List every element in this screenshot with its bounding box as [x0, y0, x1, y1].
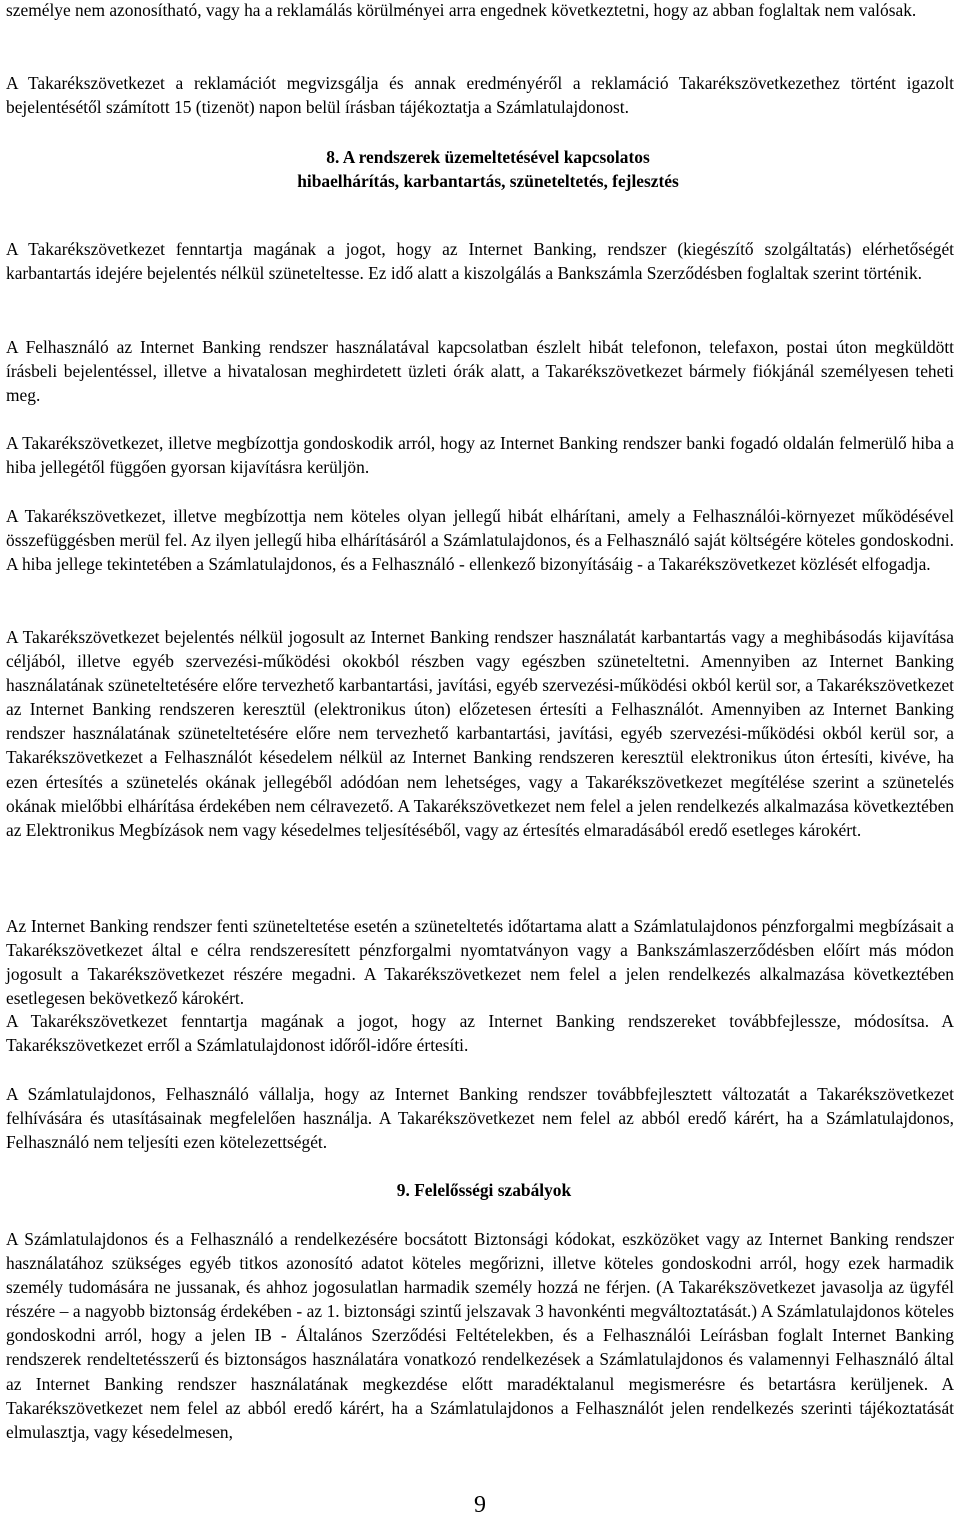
section-8-title — [6, 145, 954, 193]
paragraph-continuation: személye nem azonosítható, vagy ha a reklamálás körülményei arra engednek következtetni, hogy az abban foglaltak nem valósak. — [6, 0, 917, 20]
paragraph-availability: A Takarékszövetkezet fenntartja magának a jogot, hogy az Internet Banking, rendszer (kiegészítő szolgáltatás) elérhetőségét karbantartás idejére bejelentés nélkül szüneteltesse. Ez idő alatt a kiszolgálás a Bankszámla Szerződésben foglaltak szerint történik. — [6, 239, 954, 284]
paragraph-alternative-orders: Az Internet Banking rendszer fenti szüneteltetése esetén a szüneteltetés időtartama alatt a Számlatulajdonos pénzforgalmi megbízásait a Takarékszövetkezet által e célra rendszeresített pénzforgalmi nyomtatványon vagy a Bankszámlaszerződésben előírt más módon jogosult a Takarékszövetkezet részére megadni. A Takarékszövetkezet nem felel a jelen rendelkezés alkalmazása következtében esetlegesen bekövetkező károkért. — [6, 916, 954, 1009]
section-8-title-line-1: 8. A rendszerek üzemeltetésével kapcsolatos — [326, 147, 650, 167]
paragraph-user-environment: A Takarékszövetkezet, illetve megbízottja nem köteles olyan jellegű hibát elhárítani, amely a Felhasználói-környezet működésével összefüggésben merül fel. Az ilyen jellegű hiba elhárításáról a Számlatulajdonos, és a Felhasználó saját költségére köteles gondoskodni. A hiba jellege tekintetében a Számlatulajdonos, és a Felhasználó - ellenkező bizonyításáig - a Takarékszövetkezet közlését elfogadja. — [6, 506, 954, 575]
section-8-title-line-2: hibaelhárítás, karbantartás, szüneteltetés, fejlesztés — [297, 171, 679, 191]
paragraph-development: A Takarékszövetkezet fenntartja magának a jogot, hogy az Internet Banking rendszereket továbbfejlessze, módosítsa. A Takarékszövetkezet erről a Számlatulajdonost időről-időre értesíti. — [6, 1011, 954, 1056]
paragraph-new-version: A Számlatulajdonos, Felhasználó vállalja, hogy az Internet Banking rendszer továbbfejlesztett változatát a Takarékszövetkezet felhívására és utasításainak megfelelően használja. A Takarékszövetkezet nem felel az abból eredő kárért, ha a Számlatulajdonos, Felhasználó nem teljesíti ezen kötelezettségét. — [6, 1084, 954, 1153]
paragraph-reclamation-result: A Takarékszövetkezet a reklamációt megvizsgálja és annak eredményéről a reklamáció Takarékszövetkezethez történt igazolt bejelentésétől számított 15 (tizenöt) napon belül írásban tájékoztatja a Számlatulajdonost. — [6, 73, 954, 118]
paragraph-error-fixing: A Takarékszövetkezet, illetve megbízottja gondoskodik arról, hogy az Internet Banking rendszer banki fogadó oldalán felmerülő hiba a hiba jellegétől függően gyorsan kijavításra kerüljön. — [6, 433, 954, 478]
paragraph-suspension: A Takarékszövetkezet bejelentés nélkül jogosult az Internet Banking rendszer használatát karbantartás vagy a meghibásodás kijavítása céljából, illetve egyéb szervezési-működési okokból részben vagy egészben szüneteltetni. Amennyiben az Internet Banking használatának szüneteltetésére előre tervezhető karbantartási, javítási, egyéb szervezési-működési okból kerül sor, a Takarékszövetkezet az Internet Banking rendszeren keresztül (elektronikus úton) előzetesen értesíti a Felhasználót. Amennyiben az Internet Banking rendszer használatának szüneteltetésére előre nem tervezhető karbantartási, javítási, egyéb szervezési-működési okból kerül sor, a Takarékszövetkezet a Felhasználót késedelem nélkül az Internet Banking rendszeren keresztül elektronikus úton értesíti, kivéve, ha ezen értesítés a szünetelés okának jellegéből adódóan nem lehetséges, vagy a Takarékszövetkezet megítélése szerint a szünetelés okának mielőbbi elhárítása érdekében nem célravezető. A Takarékszövetkezet nem felel a jelen rendelkezés alkalmazása következtében az Elektronikus Megbízások nem vagy késedelmes teljesítéséből, vagy az értesítés elmaradásából eredő esetleges károkért. — [6, 627, 954, 840]
paragraph-security-codes: A Számlatulajdonos és a Felhasználó a rendelkezésére bocsátott Biztonsági kódokat, eszközöket vagy az Internet Banking rendszer használatához szükséges egyéb titkos azonosító adatot köteles megőrizni, illetve köteles gondoskodni arról, hogy ezek harmadik személy tudomására ne jussanak, és ahhoz jogosulatlan harmadik személy hozzá ne férjen. (A Takarékszövetkezet javasolja az ügyfél részére – a nagyobb biztonság érdekében - az 1. biztonsági szintű jelszavak 3 havonkénti megváltoztatását.) A Számlatulajdonos köteles gondoskodni arról, hogy a jelen IB - Általános Szerződési Feltételekben, és a Felhasználói Leírásban foglalt Internet Banking rendszerek rendeltetésszerű és biztonságos használatára vonatkozó rendelkezések a Számlatulajdonos és valamennyi Felhasználó által az Internet Banking rendszer használatának megkezdése előtt maradéktalanul megismerésre és betartásra kerüljenek. A Takarékszövetkezet nem felel az abból eredő kárért, ha a Számlatulajdonos a Felhasználót jelen rendelkezés szerinti tájékoztatását elmulasztja, vagy késedelmesen, — [6, 1229, 954, 1442]
section-9-title: 9. Felelősségi szabályok — [396, 1180, 572, 1200]
paragraph-error-reporting: A Felhasználó az Internet Banking rendszer használatával kapcsolatban észlelt hibát telefonon, telefaxon, postai úton megküldött írásbeli bejelentéssel, illetve a hivatalosan meghirdetett üzleti órák alatt, a Takarékszövetkezet bármely fiókjánál személyesen teheti meg. — [6, 337, 954, 406]
page-number: 9 — [474, 1492, 486, 1518]
